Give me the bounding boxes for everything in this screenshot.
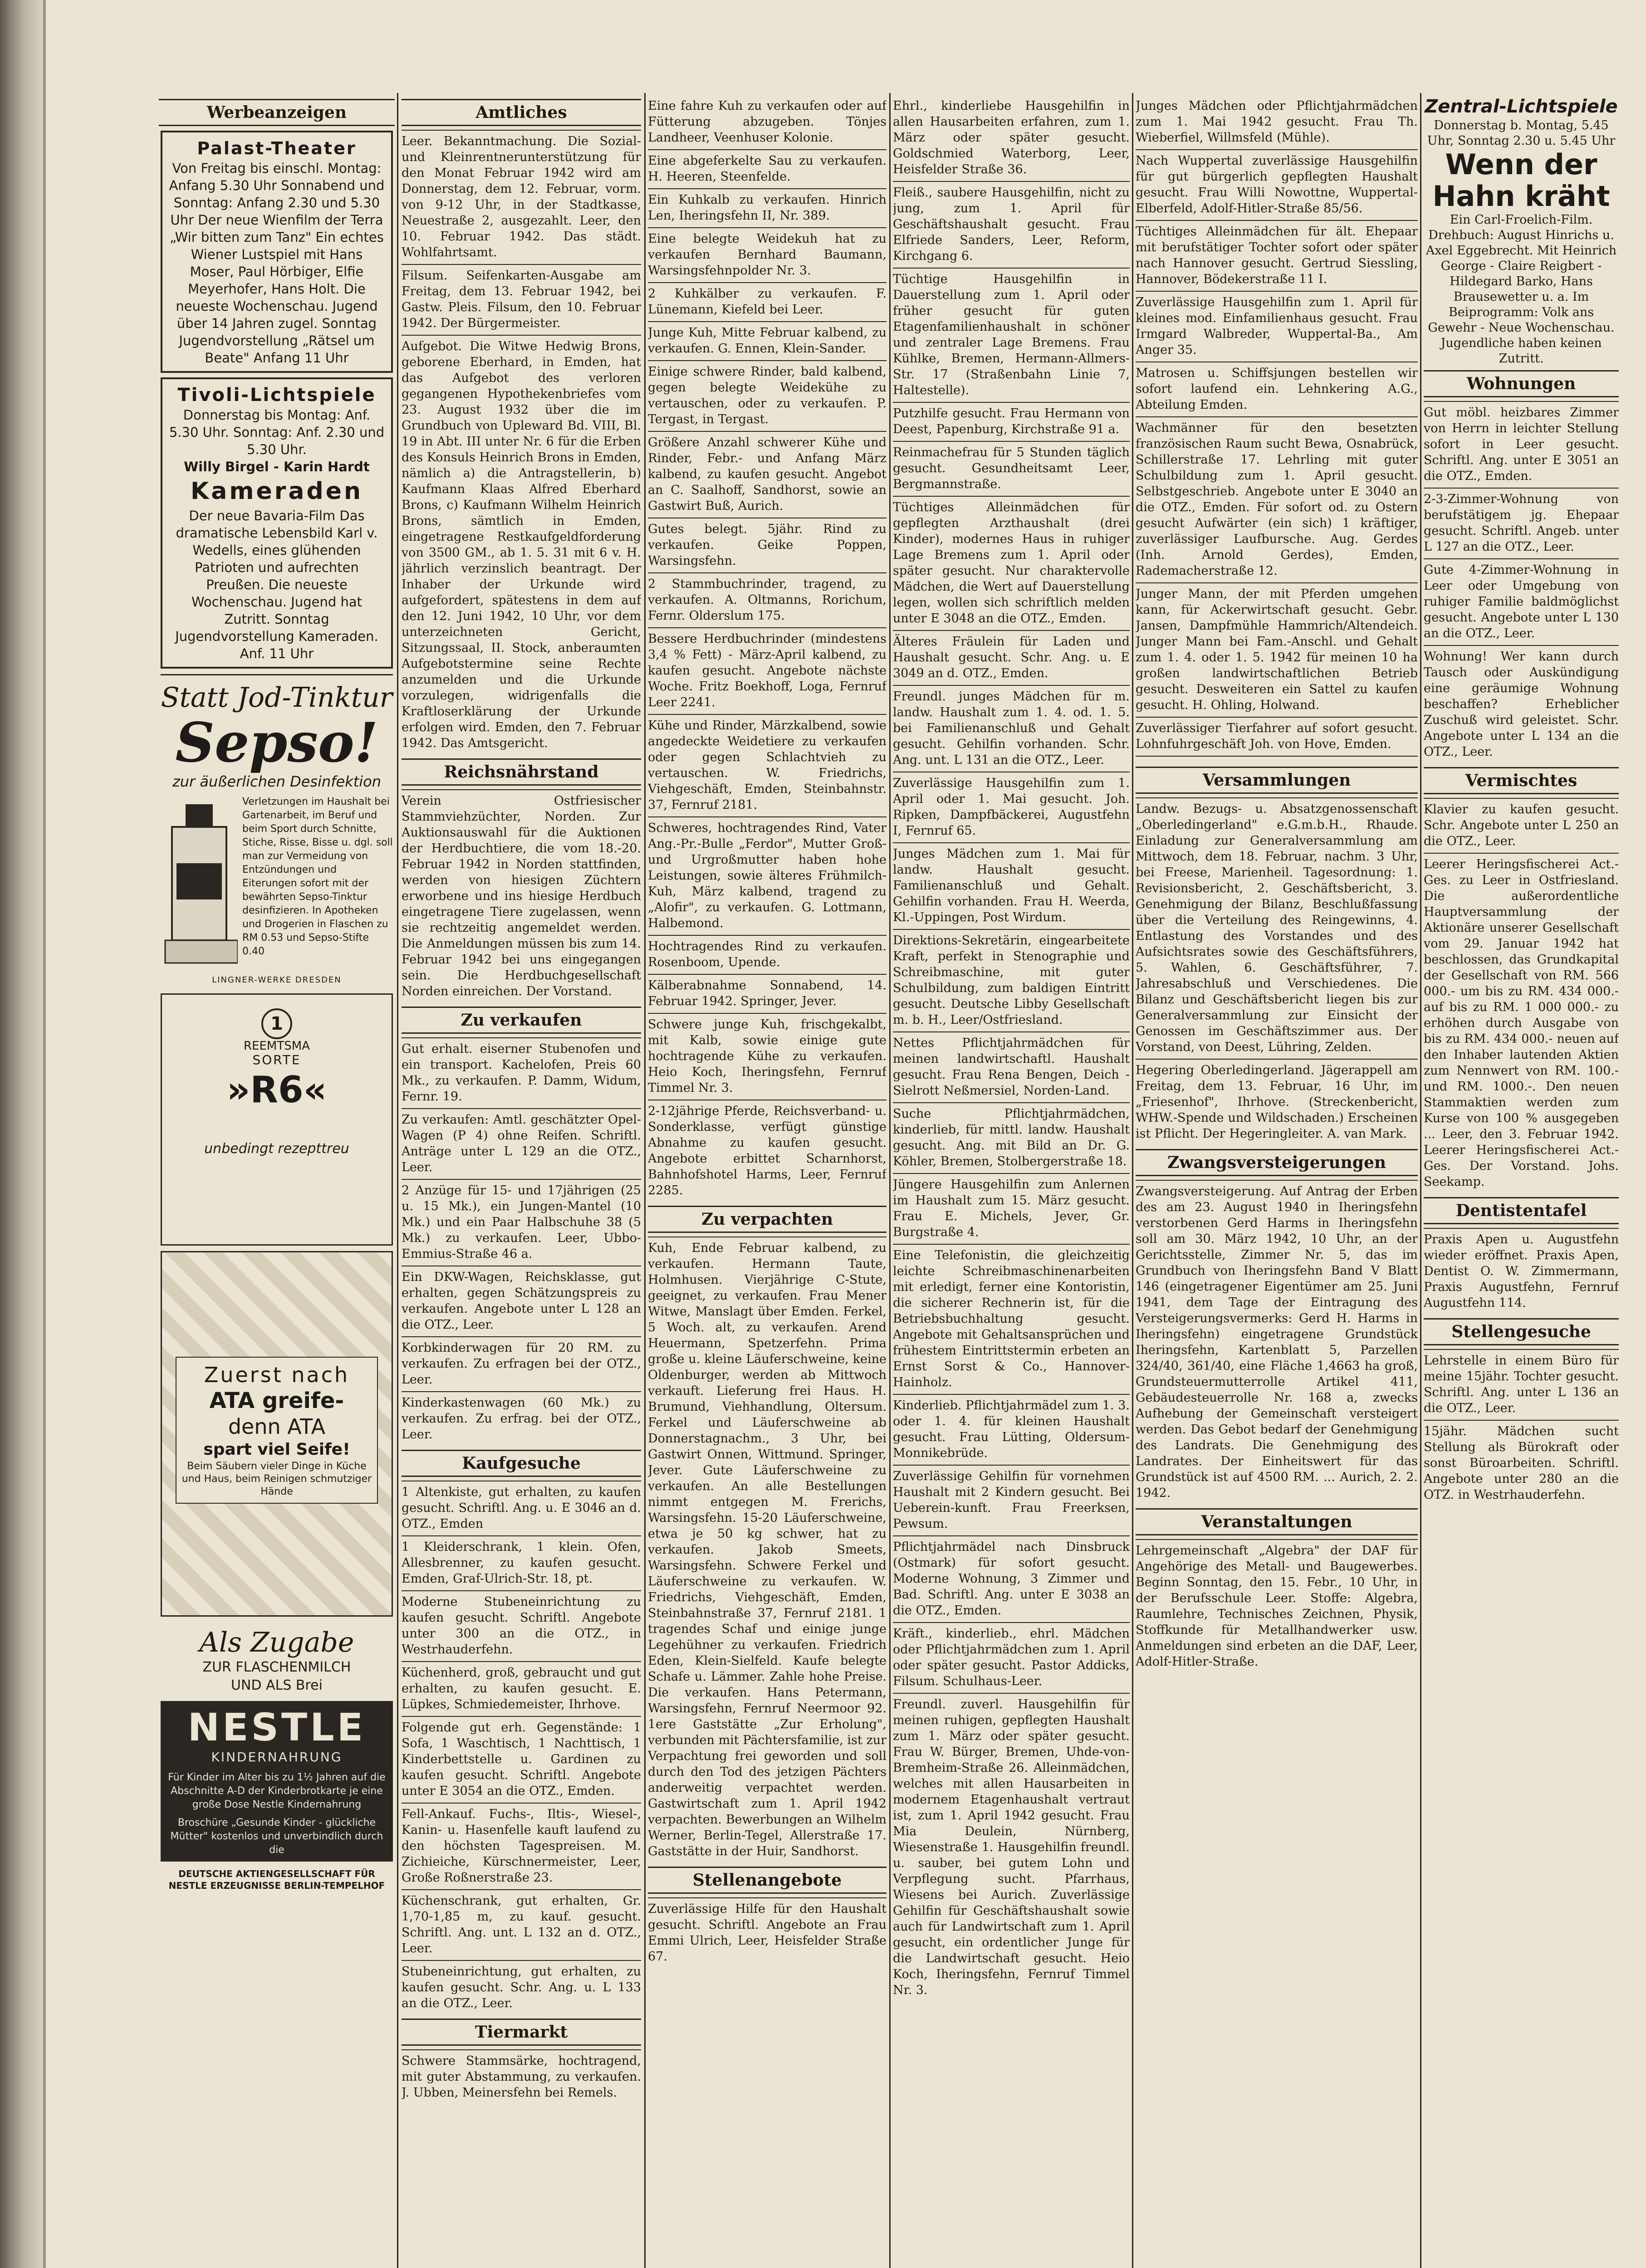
- section-title: Dentistentafel: [1424, 1197, 1619, 1224]
- column-rule: [644, 93, 646, 2268]
- classified: Eine Telefonistin, die gleichzeitig leichte Schreibmaschinenarbeiten mit erledigt, ferner eine Kontoristin, die sicherer Rechnerin ist, für die Betriebsbuchhaltung gesucht. Angebote mit Gehaltsansprüchen und frühestem Eintrittstermin erbeten an Ernst Sorst & Co., Hannover-Hainholz.: [893, 1244, 1130, 1394]
- notice: Filsum. Seifenkarten-Ausgabe am Freitag, dem 13. Februar 1942, bei Gastw. Pleis. Filsum, den 10. Februar 1942. Der Bürgermeister.: [402, 264, 641, 335]
- column-4: [893, 95, 1130, 2268]
- classified: Junger Mann, der mit Pferden umgehen kann, für Ackerwirtschaft gesucht. Gebr. Jansen, Dampfmühle Hammrich/Altendeich. Junger Mann bei Fam.-Anschl. und Gehalt zum 1. 4. oder 1. 5. 1942 für meinen 10 ha großen landwirtschaftlichen Betrieb gesucht. Desweiteren ein Sattel zu kaufen gesucht. H. Ohling, Holwand.: [1136, 582, 1418, 717]
- cinema-title: Zentral-Lichtspiele: [1425, 96, 1618, 117]
- classified: Ein DKW-Wagen, Reichsklasse, gut erhalten, gegen Schätzungspreis zu verkaufen. Angebote unter L 128 an die OTZ., Leer.: [402, 1266, 641, 1336]
- column-werbeanzeigen: [159, 95, 395, 2268]
- classified: Hochtragendes Rind zu verkaufen. Rosenboom, Upende.: [648, 935, 887, 974]
- classified: Praxis Apen u. Augustfehn wieder eröffnet. Praxis Apen, Dentist O. W. Zimmermann, Praxis Augustfehn, Fernruf Augustfehn 114.: [1424, 1228, 1619, 1315]
- ad-times: Donnerstag bis Montag: Anf. 5.30 Uhr. Sonntag: Anf. 2.30 und 5.30 Uhr.: [169, 407, 385, 457]
- classified: Matrosen u. Schiffsjungen bestellen wir sofort laufend ein. Lehnkering A.G., Abteilung Emden.: [1136, 362, 1418, 416]
- classified: Eine belegte Weidekuh hat zu verkaufen Bernhard Baumann, Warsingsfehnpolder Nr. 3.: [648, 227, 887, 282]
- notice: Zwangsversteigerung. Auf Antrag der Erben des am 23. August 1940 in Iheringsfehn verstorbenen Gerd Harms in Iheringsfehn soll am 30. März 1942, 10 Uhr, an der Gerichtsstelle, Zimmer Nr. 5, das im Grundbuch von Iheringsfehn Band V Blatt 146 (eingetragener Eigentümer am 25. Juni 1941, dem Tage der Eintragung des Versteigerungsvermerks: Gerd H. Harms in Iheringsfehn) eingetragene Grundstück Iheringsfehn, Kartenblatt 5, Parzellen 324/40, 361/40, eine Fläche 1,4663 ha groß, Grundsteuermutterrolle Artikel 411, Gebäudesteuerrolle Nr. 168 a, zwecks Aufhebung der Gemeinschaft versteigert werden. Das Gebot bedarf der Genehmigung des Landrats. Die Genehmigung des Landrates. Der Einheitswert für das Grundstück ist auf 4500 RM. ... Aurich, 2. 2. 1942.: [1136, 1180, 1418, 1505]
- r6-seal-icon: 1: [261, 1008, 292, 1039]
- ad-tivoli: [161, 377, 393, 669]
- classified: Suche Pflichtjahrmädchen, kinderlieb, für mittl. landw. Haushalt gesucht. Ang. mit Bild an Dr. G. Köhler, Bremen, Stolbergerstraße 18.: [893, 1102, 1130, 1173]
- section-title: Vermischtes: [1424, 767, 1619, 794]
- classified: Klavier zu kaufen gesucht. Schr. Angebote unter L 250 an die OTZ., Leer.: [1424, 798, 1619, 853]
- classified: Ehrl., kinderliebe Hausgehilfin in allen Hausarbeiten erfahren, zum 1. März oder später gesucht. Goldschmied Waterborg, Leer, Heisfelder Straße 36.: [893, 99, 1130, 176]
- section-title: Stellengesuche: [1424, 1318, 1619, 1345]
- ad-line: ATA greife-: [209, 1388, 344, 1413]
- classified: Gute 4-Zimmer-Wohnung in Leer oder Umgebung von ruhiger Familie baldmöglichst gesucht. Angebote unter L 130 an die OTZ., Leer.: [1424, 558, 1619, 645]
- ad-body: Broschüre „Gesunde Kinder - glückliche Mütter" kostenlos und unverbindlich durch die: [170, 1817, 383, 1856]
- section-title: Zwangsversteigerungen: [1136, 1149, 1418, 1176]
- classified: Gutes belegt. 5jähr. Rind zu verkaufen. Geike Poppen, Warsingsfehn.: [648, 518, 887, 572]
- ad-small-print: Beim Säubern vieler Dinge in Küche und Haus, beim Reinigen schmutziger Hände: [181, 1461, 372, 1497]
- classified: Pflichtjahrmädel nach Dinsbruck (Ostmark) für sofort gesucht. Moderne Wohnung, 3 Zimmer und Bad. Schriftl. Ang. unter E 3038 an die OTZ., Emden.: [893, 1535, 1130, 1622]
- ad-body: Für Kinder im Alter bis zu 1½ Jahren auf die Abschnitte A-D der Kinderbrotkarte je eine große Dose Nestle Kindernahrung: [168, 1772, 386, 1810]
- classified: 2 Anzüge für 15- und 17jährigen (25 u. 15 Mk.), ein Jungen-Mantel (10 Mk.) und ein Paar Halbschuhe 38 (5 Mk.) zu verkaufen. Leer, Ubbo-Emmius-Straße 46 a.: [402, 1179, 641, 1266]
- classified: Korbkinderwagen für 20 RM. zu verkaufen. Zu erfragen bei der OTZ., Leer.: [402, 1336, 641, 1391]
- classified: Fleiß., saubere Hausgehilfin, nicht zu jung, zum 1. April für Geschäftshaushalt gesucht. Frau Elfriede Sanders, Leer, Reform, Kirchgang 6.: [893, 181, 1130, 268]
- classified: Folgende gut erh. Gegenstände: 1 Sofa, 1 Waschtisch, 1 Nachttisch, 1 Kinderbettstelle u. Gardinen zu kaufen gesucht. Schriftl. Angebote unter E 3054 an die OTZ., Emden.: [402, 1716, 641, 1803]
- classified: Moderne Stubeneinrichtung zu kaufen gesucht. Schriftl. Angebote unter 300 an die OTZ., in Westrhauderfehn.: [402, 1590, 641, 1661]
- ad-cast: Willy Birgel - Karin Hardt: [184, 459, 370, 474]
- notice: Leerer Heringsfischerei Act.-Ges. zu Leer in Ostfriesland. Die außerordentliche Hauptversammlung der Aktionäre unserer Gesellschaft vom 29. Januar 1942 hat beschlossen, das Grundkapital der Gesellschaft von RM. 566 000.- um bis zu RM. 434 000.- auf bis zu RM. 1 000 000.- zu erhöhen durch Ausgabe von bis zu RM. 434 000.- neuen auf den Inhaber lautenden Aktien zum Nennwert von RM. 100.- und RM. 1000.-. Den neuen Stammaktien werden zum Kurse von 100 % ausgegeben ... Leer, den 3. Februar 1942. Leerer Heringsfischerei Act.-Ges. Der Vorstand. Johs. Seekamp.: [1424, 853, 1619, 1193]
- notice: Aufgebot. Die Witwe Hedwig Brons, geborene Eberhard, in Emden, hat das Aufgebot des verloren gegangenen Hypothekenbriefes vom 23. August 1932 über die im Grundbuch von Upleward Bd. VIII, Bl. 19 in Abt. III unter Nr. 6 für die Erben des Konsuls Heinrich Brons in Emden, nämlich a) die Antragstellerin, b) Kaufmann Klaas Alfred Eberhard Brons, c) Kaufmann Wilhelm Heinrich Brons, sämtlich in Emden, eingetragene Restkaufgeldforderung von 3500 GM., ab 1. 5. 31 mit 6 v. H. jährlich verzinslich beantragt. Der Inhaber der Urkunde wird aufgefordert, spätestens in dem auf den 12. Juni 1942, 10 Uhr, vor dem unterzeichneten Gericht, Sitzungssaal, II. Stock, anberaumten Aufgebotstermine seine Rechte anzumelden und die Urkunde vorzulegen, widrigenfalls die Kraftloserklärung der Urkunde erfolgen wird. Emden, den 7. Februar 1942. Das Amtsgericht.: [402, 335, 641, 755]
- column-rule: [889, 93, 891, 2268]
- classified: 1 Kleiderschrank, 1 klein. Ofen, Allesbrenner, zu kaufen gesucht. Emden, Graf-Ulrich-Str. 18, pt.: [402, 1535, 641, 1590]
- section-title: Amtliches: [402, 99, 641, 126]
- classified: Fell-Ankauf. Fuchs-, Iltis-, Wiesel-, Kanin- u. Hasenfelle kauft laufend zu den höchsten Tagespreisen. M. Zichieiche, Kürschnermeister, Leer, Große Roßnerstraße 23.: [402, 1803, 641, 1889]
- classified: Älteres Fräulein für Laden und Haushalt gesucht. Schr. Ang. u. E 3049 an d. OTZ., Emden.: [893, 630, 1130, 685]
- ad-body: Von Freitag bis einschl. Montag: Anfang 5.30 Uhr Sonnabend und Sonntag: Anfang 2.30 und 5.30 Uhr Der neue Wienfilm der Terra „Wir bitten zum Tanz" Ein echtes Wiener Lustspiel mit Hans Moser, Paul Hörbiger, Elfie Meyerhofer, Hans Holt. Die neueste Wochenschau. Jugend über 14 Jahren zugel. Sonntag Jugendvorstellung „Rätsel um Beate" Anfang 11 Uhr: [169, 161, 385, 366]
- column-5: [1136, 95, 1418, 2268]
- classified: Zuverlässiger Tierfahrer auf sofort gesucht. Lohnfuhrgeschäft Joh. von Hove, Emden.: [1136, 717, 1418, 756]
- cinema-times: Donnerstag b. Montag, 5.45 Uhr, Sonntag 2.30 u. 5.45 Uhr: [1427, 118, 1616, 148]
- classified: 2 Kuhkälber zu verkaufen. F. Lünemann, Kiefeld bei Leer.: [648, 282, 887, 321]
- classified: Größere Anzahl schwerer Kühe und Rinder, Febr.- und Anfang März kalbend, zu kaufen gesucht. Angebot an C. Saalhoff, Sandhorst, sowie an Gastwirt Buß, Aurich.: [648, 431, 887, 518]
- classified: 15jähr. Mädchen sucht Stellung als Bürokraft oder sonst Büroarbeiten. Schriftl. Angebote unter 280 an die OTZ. in Westrhauderfehn.: [1424, 1420, 1619, 1506]
- brand-logo: NESTLE: [187, 1705, 366, 1750]
- column-rule: [1132, 93, 1133, 2268]
- ad-title: Palast-Theater: [197, 138, 357, 158]
- ad-nestle: [161, 1622, 393, 1892]
- ad-footer: LINGNER-WERKE DRESDEN: [212, 975, 342, 985]
- classified: 1 Altenkiste, gut erhalten, zu kaufen gesucht. Schriftl. Ang. u. E 3046 an d. OTZ., Emden: [402, 1481, 641, 1535]
- classified: Freundl. zuverl. Hausgehilfin für meinen ruhigen, gepflegten Haushalt zum 1. März oder später gesucht. Frau W. Bürger, Bremen, Uhde-von-Bremheim-Straße 26. Alleinmädchen, welches mit allen Hausarbeiten in modernem Etagenhaushalt vertraut ist, zum 1. April 1942 gesucht. Frau Mia Deulein, Nürnberg, Wiesenstraße 1. Hausgehilfin freundl. u. sauber, bei gutem Lohn und Verpflegung sucht. Pfarrhaus, Wiesens bei Aurich. Zuverlässige Gehilfin für Geschäftshaushalt sowie auch für Landwirtschaft zum 1. April gesucht, ein ordentlicher Junge für die Landwirtschaft gesucht. Heio Koch, Iheringsfehn, Fernruf Timmel Nr. 3.: [893, 1693, 1130, 2002]
- column-6: [1424, 95, 1619, 2268]
- binding-edge: [43, 0, 46, 2268]
- ad-line: Zuerst nach: [204, 1363, 350, 1387]
- classified: Zuverlässige Hilfe für den Haushalt gesucht. Schriftl. Angebote an Frau Emmi Ulrich, Leer, Heisfelder Straße 67.: [648, 1897, 887, 1968]
- ad-line: ZUR FLASCHENMILCH: [202, 1659, 351, 1675]
- ad-body: Der neue Bavaria-Film Das dramatische Lebensbild Karl v. Wedells, eines glühenden Patrioten und aufrechten Preußen. Die neueste Wochenschau. Jugend hat Zutritt. Sonntag Jugendvorstellung Kameraden. Anf. 11 Uhr: [175, 508, 378, 661]
- classified: Putzhilfe gesucht. Frau Hermann von Deest, Papenburg, Kirchstraße 91 a.: [893, 402, 1130, 441]
- classified: Kräft., kinderlieb., ehrl. Mädchen oder Pflichtjahrmädchen zum 1. April oder später gesucht. Pastor Addicks, Filsum. Schulhaus-Leer.: [893, 1622, 1130, 1693]
- classified: 2-3-Zimmer-Wohnung von berufstätigem jg. Ehepaar gesucht. Schriftl. Angeb. unter L 127 an die OTZ., Leer.: [1424, 488, 1619, 558]
- classified: Eine fahre Kuh zu verkaufen oder auf Fütterung abzugeben. Tönjes Landheer, Veenhuser Kolonie.: [648, 99, 887, 145]
- cinema-film: Wenn der Hahn kräht: [1432, 148, 1610, 213]
- ad-palast-theater: [161, 131, 393, 373]
- classified: Kühe und Rinder, Märzkalbend, sowie angedeckte Weidetiere zu verkaufen oder gegen Schlachtvieh zu vertauschen. W. Friedrichs, Viehgeschäft, Emden, Steinbahnstr. 37, Fernruf 2181.: [648, 714, 887, 816]
- page-binding: [0, 0, 43, 2268]
- notice: Verein Ostfriesischer Stammviehzüchter, Norden. Zur Auktionsauswahl für die Auktionen der Herdbuchtiere, die vom 18.-20. Februar 1942 in Norden stattfinden, werden von hiesigen Züchtern erworbene und ins hiesige Herdbuch eingetragene Tiere zugelassen, wenn sie rechtzeitig angemeldet werden. Die Anmeldungen müssen bis zum 14. Februar 1942 bei uns eingegangen sein. Die Herdbuchgesellschaft Norden einreichen. Der Vorstand.: [402, 789, 641, 1003]
- classified: Wachmänner für den besetzten französischen Raum sucht Bewa, Osnabrück, Schillerstraße 17. Lehrling mit guter Schulbildung zum 1. April gesucht. Selbstgeschrieb. Angebote unter E 3040 an die OTZ., Emden. Für sofort od. zu Ostern gesucht Aufwärter (ein sich) 1 kräftiger, zuverlässiger Laufbursche. Aug. Gerdes (Inh. Arnold Gerdes), Emden, Rademacherstraße 12.: [1136, 416, 1418, 582]
- column-rule: [1420, 93, 1421, 2268]
- cinema-body: Ein Carl-Froelich-Film. Drehbuch: August Hinrichs u. Axel Eggebrecht. Mit Heinrich George - Claire Reigbert - Hildegard Barko, Hans Brausewetter u. a. Im Beiprogramm: Volk ans Gewehr - Neue Wochenschau. Jugendliche haben keinen Zutritt.: [1426, 213, 1617, 366]
- classified: Einige schwere Rinder, bald kalbend, gegen belegte Weidekühe zu vertauschen, oder zu verkaufen. P. Tergast, in Tergast.: [648, 360, 887, 431]
- notice: Leer. Bekanntmachung. Die Sozial- und Kleinrentnerunterstützung für den Monat Februar 1942 wird am Donnerstag, dem 12. Februar, vorm. von 9-12 Uhr, in der Stadtkasse, Neuestraße 2, ausgezahlt. Leer, den 10. Februar 1942. Das städt. Wohlfahrtsamt.: [402, 130, 641, 264]
- section-title: Stellenangebote: [648, 1867, 887, 1894]
- classified: Tüchtige Hausgehilfin in Dauerstellung zum 1. April oder früher gesucht für guten Etagenfamilienhaushalt in schöner und zentraler Lage Bremens. Frau Kühlke, Bremen, Hermann-Allmers-Str. 17 (Straßenbahn Linie 7, Haltestelle).: [893, 268, 1130, 402]
- ad-title: Tivoli-Lichtspiele: [177, 385, 376, 406]
- classified: Küchenherd, groß, gebraucht und gut erhalten, zu kaufen gesucht. E. Lüpkes, Schmiedemeister, Ihrhove.: [402, 1661, 641, 1716]
- classified: Gut möbl. heizbares Zimmer von Herrn in leichter Stellung sofort in Leer gesucht. Schriftl. Ang. unter E 3051 an die OTZ., Emden.: [1424, 401, 1619, 488]
- classified: Eine abgeferkelte Sau zu verkaufen. H. Heeren, Steenfelde.: [648, 149, 887, 188]
- column-3: [648, 95, 887, 2268]
- column-rule: [397, 93, 398, 2268]
- classified: Stubeneinrichtung, gut erhalten, zu kaufen gesucht. Schr. Ang. u. L 133 an die OTZ., Leer.: [402, 1960, 641, 2015]
- classified: Zu verkaufen: Amtl. geschätzter Opel-Wagen (P 4) ohne Reifen. Schriftl. Anträge unter L 129 an die OTZ., Leer.: [402, 1108, 641, 1179]
- classified: Ein Kuhkalb zu verkaufen. Hinrich Len, Iheringsfehn II, Nr. 389.: [648, 188, 887, 227]
- sepso-bottle-icon: [161, 795, 238, 972]
- ad-line: denn ATA: [228, 1414, 326, 1439]
- column-amtliches: [402, 95, 641, 2268]
- section-title: Zu verpachten: [648, 1206, 887, 1233]
- classified: Schwere junge Kuh, frischgekalbt, mit Kalb, sowie einige gute hochtragende Kühe zu verkaufen. Heio Koch, Iheringsfehn, Fernruf Timmel Nr. 3.: [648, 1013, 887, 1100]
- classified: Direktions-Sekretärin, eingearbeitete Kraft, perfekt in Stenographie und Schreibmaschine, mit guter Schulbildung, zum baldigen Eintritt gesucht. Deutsche Libby Gesellschaft m. b. H., Leer/Ostfriesland.: [893, 929, 1130, 1031]
- ad-footer: DEUTSCHE AKTIENGESELLSCHAFT FÜR NESTLE ERZEUGNISSE BERLIN-TEMPELHOF: [168, 1868, 385, 1891]
- classified: Kinderlieb. Pflichtjahrmädel zum 1. 3. oder 1. 4. für kleinen Haushalt gesucht. Frau Lütting, Oldersum-Monnikebrüde.: [893, 1394, 1130, 1465]
- classified: Tüchtiges Alleinmädchen für gepflegten Arzthaushalt (drei Kinder), modernes Haus in ruhiger Lage Bremens zum 1. April oder später gesucht. Nur charaktervolle Mädchen, die Wert auf Dauerstellung legen, wollen sich schriftlich melden unter E 3048 an die OTZ., Emden.: [893, 496, 1130, 630]
- classified: Jüngere Hausgehilfin zum Anlernen im Haushalt zum 15. März gesucht. Frau E. Michels, Jever, Gr. Burgstraße 4.: [893, 1173, 1130, 1244]
- ad-film: Kameraden: [190, 478, 363, 505]
- ad-ata: [161, 1251, 393, 1617]
- section-title: Zu verkaufen: [402, 1007, 641, 1034]
- ad-body: Verletzungen im Haushalt bei Gartenarbeit, im Beruf und beim Sport durch Schnitte, Stiche, Risse, Bisse u. dgl. soll man zur Vermeidung von Entzündungen und Eiterungen sofort mit der bewährten Sepso-Tinktur desinfizieren. In Apotheken und Drogerien in Flaschen zu RM 0.53 und Sepso-Stifte 0.40: [242, 796, 393, 957]
- classified: Gut erhalt. eiserner Stubenofen und ein transport. Kachelofen, Preis 60 Mk., zu verkaufen. P. Damm, Widum, Fernr. 19.: [402, 1037, 641, 1108]
- section-title: Versammlungen: [1136, 767, 1418, 794]
- section-title: Veranstaltungen: [1136, 1508, 1418, 1535]
- classified: 2-12jährige Pferde, Reichsverband- u. Sonderklasse, verfügt günstige Abnahme zu kaufen gesucht. Angebote erbittet Scharnhorst, Bahnhofshotel Harms, Leer, Fernruf 2285.: [648, 1100, 887, 1202]
- classified: Nach Wuppertal zuverlässige Hausgehilfin für gut bürgerlich gepflegten Haushalt gesucht. Frau Willi Nowottne, Wuppertal-Elberfeld, Adolf-Hitler-Straße 85/56.: [1136, 149, 1418, 220]
- classified: 2 Stammbuchrinder, tragend, zu verkaufen. A. Oltmanns, Rorichum, Fernr. Olderslum 175.: [648, 572, 887, 627]
- classified: Bessere Herdbuchrinder (mindestens 3,4 % Fett) - März-April kalbend, zu kaufen gesucht. Angebote nächste Woche. Fritz Boekhoff, Loga, Fernruf Leer 2241.: [648, 627, 887, 714]
- ad-line: Als Zugabe: [199, 1627, 354, 1658]
- section-title: Tiermarkt: [402, 2019, 641, 2046]
- classified: Tüchtiges Alleinmädchen für ält. Ehepaar mit berufstätiger Tochter sofort oder später nach Hannover gesucht. Gertrud Siessling, Hannover, Bödekerstraße 11 I.: [1136, 220, 1418, 291]
- classified: Junges Mädchen oder Pflichtjahrmädchen zum 1. Mai 1942 gesucht. Frau Th. Wieberfiel, Willmsfeld (Mühle).: [1136, 99, 1418, 145]
- ad-sepso: [161, 674, 393, 988]
- ad-brand: REEMTSMA: [244, 1039, 310, 1053]
- classified: Kuh, Ende Februar kalbend, zu verkaufen. Hermann Taute, Holmhusen. Vierjährige C-Stute, geeignet, zu verkaufen. Frau Mener Witwe, Manslagt über Emden. Ferkel, 5 Woch. alt, zu verkaufen. Arend Heuermann, Spetzerfehn. Prima große u. kleine Läuferschweine, keine Oldenburger, werden ab Mittwoch verkauft. Lieferung frei Haus. H. Brumund, Viehhandlung, Oltersum. Ferkel und Läuferschweine ab Donnerstagnachm., 3 Uhr, bei Gastwirt Onnen, Wittmund. Springer, Jever. Gute Läuferschweine zu verkaufen. An alle Bestellungen nimmt entgegen M. Frerichs, Warsingsfehn. 15-20 Läuferschweine, etwa je 50 kg schwer, hat zu verkaufen. Jakob Smeets, Warsingsfehn. Schwere Ferkel und Läuferschweine zu verkaufen. W. Friedrichs, Viehgeschäft, Emden, Steinbahnstraße 37, Fernruf 2181. 1 tragendes Schaf und einige junge Legehühner zu verkaufen. Friedrich Eden, Klein-Sielfeld. Kaufe belegte Schafe u. Lämmer. Zahle hohe Preise. Die verkaufen. Hans Petermann, Warsingsfehn, Fernruf Neermoor 92. 1ere Gaststätte „Zur Erholung", verbunden mit Pächtersfamilie, ist zur Verpachtung frei geworden und soll durch den Tod des jetzigen Pächters anderweitig verpachtet werden. Gastwirtschaft zum 1. April 1942 verpachten. Bewerbungen an Wilhelm Werner, Berlin-Tegel, Allerstraße 17. Gaststätte in der Huir, Sandhorst.: [648, 1237, 887, 1863]
- classified: Kälberabnahme Sonnabend, 14. Februar 1942. Springer, Jever.: [648, 974, 887, 1013]
- section-title: Kaufgesuche: [402, 1450, 641, 1477]
- classified: Reinmachefrau für 5 Stunden täglich gesucht. Gesundheitsamt Leer, Bergmannstraße.: [893, 441, 1130, 496]
- ad-line: spart viel Seife!: [203, 1440, 350, 1459]
- classified: Junges Mädchen zum 1. Mai für landw. Haushalt gesucht. Familienanschluß und Gehalt. Gehilfin vorhanden. Frau H. Weerda, Kl.-Uppingen, Post Wirdum.: [893, 842, 1130, 929]
- ad-subtitle: KINDERNAHRUNG: [211, 1750, 343, 1765]
- section-title: Reichsnährstand: [402, 758, 641, 786]
- ad-slogan: unbedingt rezepttreu: [204, 1141, 349, 1157]
- ad-r6: [161, 993, 393, 1246]
- section-title: Werbeanzeigen: [159, 99, 395, 126]
- ad-line: UND ALS Brei: [231, 1677, 323, 1693]
- classified: Junge Kuh, Mitte Februar kalbend, zu verkaufen. G. Ennen, Klein-Sander.: [648, 321, 887, 360]
- classified: Zuverlässige Hausgehilfin zum 1. April oder 1. Mai gesucht. Joh. Ripken, Dampfbäckerei, Augustfehn I, Fernruf 65.: [893, 772, 1130, 842]
- classified: Kinderkastenwagen (60 Mk.) zu verkaufen. Zu erfrag. bei der OTZ., Leer.: [402, 1391, 641, 1446]
- brand-logo: Sepso!: [175, 711, 378, 775]
- classified: Zuverlässige Hausgehilfin zum 1. April für kleines mod. Einfamilienhaus gesucht. Frau Irmgard Walbreder, Wuppertal-Ba., Am Anger 35.: [1136, 291, 1418, 362]
- ad-headline: Statt Jod-Tinktur: [161, 682, 393, 714]
- ad-tagline: zur äußerlichen Desinfektion: [172, 773, 382, 790]
- classified: Nettes Pflichtjahrmädchen für meinen landwirtschaftl. Haushalt gesucht. Frau Rena Bengen, Deich - Sielrott Neßmersiel, Norden-Land.: [893, 1031, 1130, 1102]
- notice: Landw. Bezugs- u. Absatzgenossenschaft „Oberledingerland" e.G.m.b.H., Rhaude. Einladung zur Generalversammlung am Mittwoch, dem 18. Februar, nachm. 3 Uhr, bei Freese, Marienheil. Tagesordnung: 1. Revisionsbericht, 2. Geschäftsbericht, 3. Genehmigung der Bilanz, Beschlußfassung über die Verteilung des Reingewinns, 4. Entlastung des Vorstandes und des Aufsichtsrates sowie des Geschäftsführers, 5. Wahlen, 6. Geschäftsführer, 7. Jahresabschluß und Verschiedenes. Die Bilanz und Geschäftsbericht liegen bis zur Generalversammlung zur Einsicht der Genossen im Geschäftszimmer aus. Der Vorstand, von Deest, Lühring, Zelden.: [1136, 797, 1418, 1059]
- ad-product-name: »R6«: [226, 1069, 327, 1111]
- classified: Schweres, hochtragendes Rind, Vater Ang.-Pr.-Bulle „Ferdor", Mutter Groß- und Urgroßmutter haben hohe Leistungen, sowie älteres Frühmilch-Kuh, März kalbend, tragend zu „Alofir", zu verkaufen. G. Lottmann, Halbemond.: [648, 816, 887, 935]
- ad-sorte: SORTE: [252, 1052, 301, 1067]
- classified: [1136, 756, 1418, 763]
- notice: Hegering Oberledingerland. Jägerappell am Freitag, dem 13. Februar, 16 Uhr, im „Friesenhof", Ihrhove. (Streckenbericht, WHW.-Spende und Wildschaden.) Erscheinen ist Pflicht. Der Hegeringleiter. A. van Mark.: [1136, 1059, 1418, 1145]
- classified: Freundl. junges Mädchen für m. landw. Haushalt zum 1. 4. od. 1. 5. bei Familienanschluß und Gehalt gesucht. Gehilfin vorhanden. Schr. Ang. unt. L 131 an die OTZ., Leer.: [893, 685, 1130, 772]
- notice: Lehrgemeinschaft „Algebra" der DAF für Angehörige des Metall- und Baugewerbes. Beginn Sonntag, den 15. Febr., 10 Uhr, in der Berufsschule Leer. Stoffe: Algebra, Raumlehre, Technisches Zeichnen, Physik, Stoffkunde für Metallhandwerker usw. Anmeldungen sind erbeten an die DAF, Leer, Adolf-Hitler-Straße.: [1136, 1539, 1418, 1673]
- section-title: Wohnungen: [1424, 370, 1619, 397]
- classified: Zuverlässige Gehilfin für vornehmen Haushalt mit 2 Kindern gesucht. Bei Ueberein-kunft. Frau Freerksen, Pewsum.: [893, 1465, 1130, 1535]
- classified: Lehrstelle in einem Büro für meine 15jähr. Tochter gesucht. Schriftl. Ang. unter L 136 an die OTZ., Leer.: [1424, 1349, 1619, 1420]
- classified: Schwere Stammsärke, hochtragend, mit guter Abstammung, zu verkaufen. J. Ubben, Meinersfehn bei Remels.: [402, 2049, 641, 2104]
- classified: Wohnung! Wer kann durch Tausch oder Auskündigung eine geräumige Wohnung beschaffen? Erheblicher Zuschuß wird geleistet. Schr. Angebote unter L 134 an die OTZ., Leer.: [1424, 645, 1619, 763]
- classified: Küchenschrank, gut erhalten, Gr. 1,70-1,85 m, zu kauf. gesucht. Schriftl. Ang. unt. L 132 an d. OTZ., Leer.: [402, 1889, 641, 1960]
